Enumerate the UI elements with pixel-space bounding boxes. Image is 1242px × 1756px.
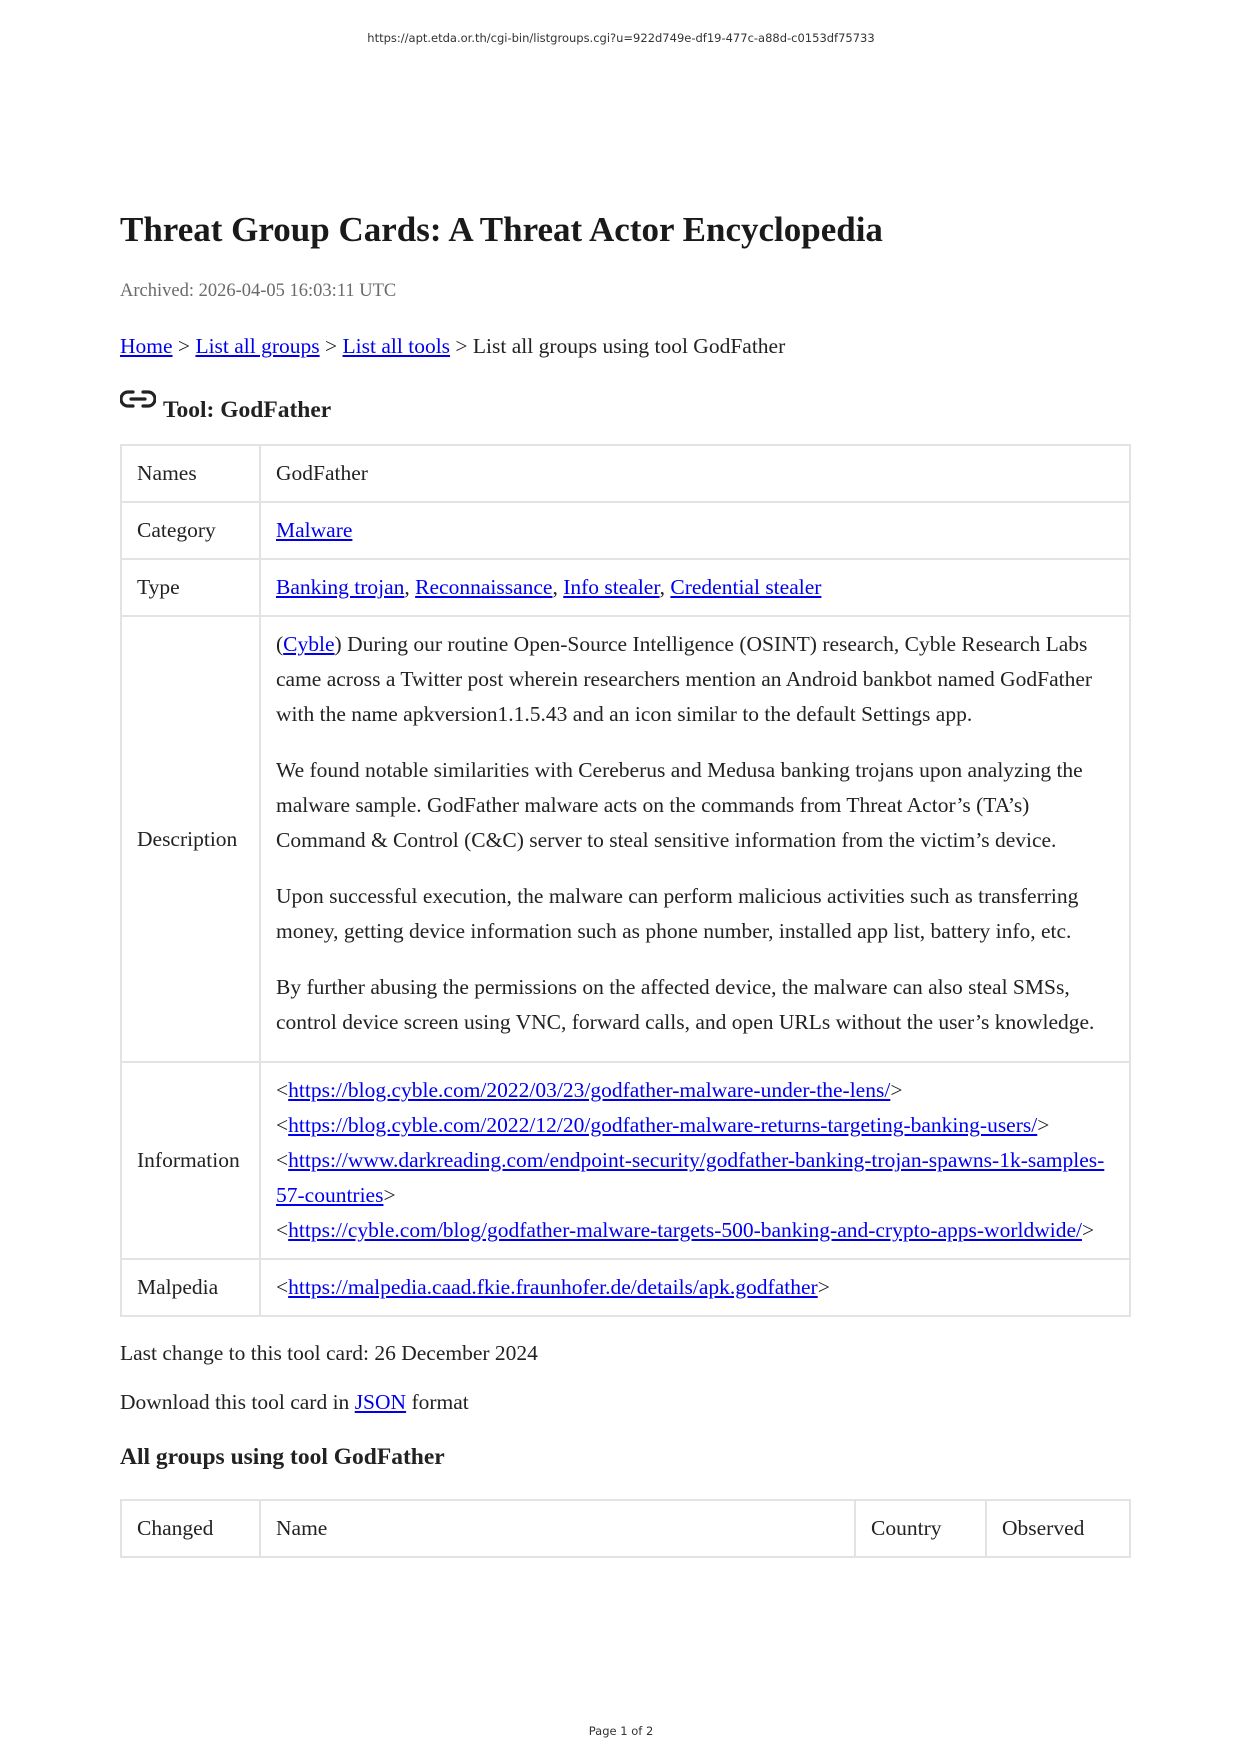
tool-heading bbox=[120, 397, 1131, 424]
breadcrumb-separator: > bbox=[319, 334, 343, 359]
angle-open: < bbox=[276, 1275, 289, 1300]
table-row bbox=[121, 1062, 1130, 1259]
column-header-country[interactable]: Country bbox=[855, 1500, 986, 1557]
type-link[interactable]: Banking trojan bbox=[276, 575, 405, 600]
type-label: Type bbox=[121, 559, 260, 616]
angle-open: < bbox=[276, 1218, 289, 1243]
malpedia-link[interactable]: https://malpedia.caad.fkie.fraunhofer.de/details/apk.godfather bbox=[288, 1275, 818, 1300]
table-row bbox=[121, 616, 1130, 1062]
category-label: Category bbox=[121, 502, 260, 559]
angle-close: > bbox=[383, 1183, 396, 1208]
json-download-link[interactable]: JSON bbox=[354, 1390, 407, 1415]
tool-heading-text: Tool: GodFather bbox=[163, 397, 332, 424]
malpedia-cell bbox=[260, 1259, 1130, 1316]
information-link[interactable]: https://www.darkreading.com/endpoint-security/godfather-banking-trojan-spawns-1k-samples-57-countries bbox=[276, 1148, 1105, 1208]
groups-section-title: All groups using tool GodFather bbox=[120, 1444, 445, 1471]
print-header-url: https://apt.etda.or.th/cgi-bin/listgroups.cgi?u=922d749e-df19-477c-a88d-c0153df75733 bbox=[367, 31, 875, 45]
download-suffix: format bbox=[406, 1390, 469, 1415]
table-row bbox=[121, 559, 1130, 616]
column-header-observed[interactable]: Observed bbox=[986, 1500, 1130, 1557]
angle-close: > bbox=[817, 1275, 830, 1300]
link-icon bbox=[120, 388, 156, 414]
description-text: During our routine Open-Source Intelligence (OSINT) research, Cyble Research Labs came across a Twitter post wherein researchers mention an Android bankbot named GodFather with the name apkversion1.1.5.43 and an icon similar to the default Settings app. bbox=[276, 632, 1093, 727]
information-entry bbox=[276, 1213, 1114, 1248]
breadcrumb bbox=[120, 334, 1131, 359]
angle-close: > bbox=[1037, 1113, 1050, 1138]
information-link[interactable]: https://blog.cyble.com/2022/03/23/godfather-malware-under-the-lens/ bbox=[288, 1078, 891, 1103]
angle-open: < bbox=[276, 1148, 289, 1173]
column-header-name[interactable]: Name bbox=[260, 1500, 855, 1557]
category-link[interactable]: Malware bbox=[276, 518, 353, 543]
angle-close: > bbox=[1081, 1218, 1095, 1243]
table-row bbox=[121, 502, 1130, 559]
information-link[interactable]: https://blog.cyble.com/2022/12/20/godfather-malware-returns-targeting-banking-users/ bbox=[288, 1113, 1038, 1138]
malpedia-label: Malpedia bbox=[121, 1259, 260, 1316]
download-prefix: Download this tool card in bbox=[120, 1390, 355, 1415]
paren-close: ) bbox=[334, 632, 342, 657]
groups-table bbox=[120, 1499, 1131, 1558]
page-number: Page 1 of 2 bbox=[588, 1724, 654, 1738]
page-content bbox=[120, 210, 1131, 1558]
archived-timestamp: Archived: 2026-04-05 16:03:11 UTC bbox=[120, 281, 397, 302]
description-paragraph: By further abusing the permissions on the affected device, the malware can also steal SMSs, control device screen using VNC, forward calls, and open URLs without the user’s knowledge. bbox=[276, 975, 1095, 1035]
breadcrumb-separator: > bbox=[172, 334, 196, 359]
information-entry bbox=[276, 1073, 1114, 1108]
type-separator: , bbox=[404, 575, 416, 600]
paren-open: ( bbox=[276, 632, 284, 657]
type-link[interactable]: Reconnaissance bbox=[415, 575, 553, 600]
information-cell bbox=[260, 1062, 1130, 1259]
breadcrumb-tools-link[interactable]: List all tools bbox=[342, 334, 451, 359]
description-paragraph bbox=[276, 627, 1114, 732]
angle-close: > bbox=[890, 1078, 903, 1103]
download-line bbox=[120, 1390, 1131, 1415]
type-link[interactable]: Info stealer bbox=[563, 575, 660, 600]
angle-open: < bbox=[276, 1078, 289, 1103]
description-cell bbox=[260, 616, 1130, 1062]
source-cyble-link[interactable]: Cyble bbox=[283, 632, 335, 657]
table-row bbox=[121, 1259, 1130, 1316]
category-cell bbox=[260, 502, 1130, 559]
last-change-text: Last change to this tool card: 26 December 2024 bbox=[120, 1341, 538, 1366]
description-label: Description bbox=[121, 616, 260, 1062]
page-title: Threat Group Cards: A Threat Actor Encyclopedia bbox=[120, 210, 883, 249]
type-separator: , bbox=[552, 575, 564, 600]
names-label: Names bbox=[121, 445, 260, 502]
breadcrumb-groups-link[interactable]: List all groups bbox=[195, 334, 320, 359]
information-link[interactable]: https://cyble.com/blog/godfather-malware-targets-500-banking-and-crypto-apps-worldwide/ bbox=[288, 1218, 1082, 1243]
type-link[interactable]: Credential stealer bbox=[670, 575, 822, 600]
type-separator: , bbox=[659, 575, 671, 600]
information-entry bbox=[276, 1143, 1114, 1213]
type-cell bbox=[260, 559, 1130, 616]
column-header-changed[interactable]: Changed bbox=[121, 1500, 260, 1557]
description-paragraph: We found notable similarities with Cereberus and Medusa banking trojans upon analyzing the malware sample. GodFather malware acts on the commands from Threat Actor’s (TA’s) Command & Control (C&C) server to steal sensitive information from the victim’s device. bbox=[276, 758, 1083, 853]
names-value: GodFather bbox=[260, 445, 1130, 502]
information-entry bbox=[276, 1108, 1114, 1143]
information-label: Information bbox=[121, 1062, 260, 1259]
breadcrumb-home-link[interactable]: Home bbox=[120, 334, 173, 359]
description-paragraph: Upon successful execution, the malware can perform malicious activities such as transferring money, getting device information such as phone number, installed app list, battery info, etc. bbox=[276, 884, 1079, 944]
table-row bbox=[121, 445, 1130, 502]
tool-card-table bbox=[120, 444, 1131, 1317]
groups-table-header bbox=[121, 1500, 1130, 1557]
angle-open: < bbox=[276, 1113, 289, 1138]
breadcrumb-current: > List all groups using tool GodFather bbox=[450, 334, 786, 359]
